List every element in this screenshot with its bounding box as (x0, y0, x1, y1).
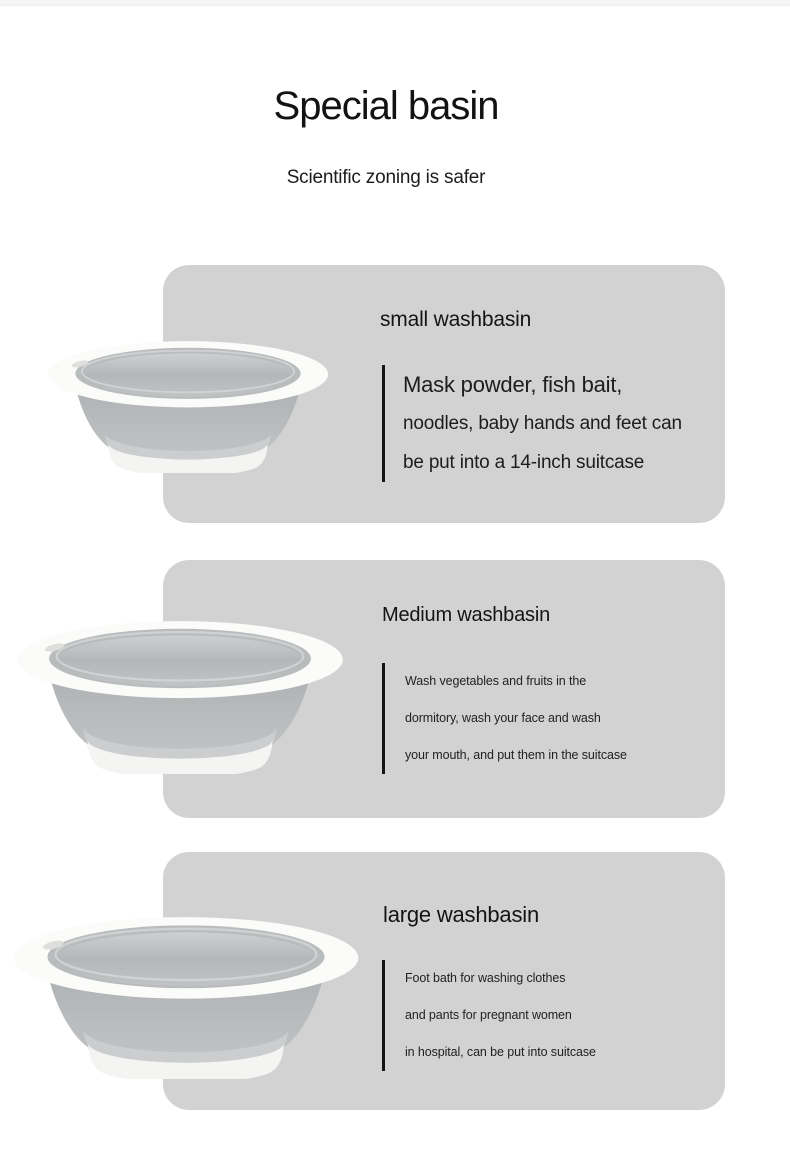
description-line: and pants for pregnant women (405, 1008, 572, 1022)
card-heading: large washbasin (383, 902, 539, 927)
card-description (382, 365, 682, 482)
card-heading: Medium washbasin (382, 604, 550, 626)
description-line: Mask powder, fish bait, (403, 372, 623, 397)
description-line: be put into a 14-inch suitcase (403, 452, 645, 473)
card-description (382, 960, 596, 1071)
description-line: dormitory, wash your face and wash (405, 711, 601, 725)
card-description (382, 663, 627, 774)
description-line: in hospital, can be put into suitcase (405, 1045, 596, 1059)
page-title: Special basin (273, 84, 499, 128)
small-washbasin-image (46, 340, 330, 473)
description-line: Foot bath for washing clothes (405, 971, 566, 985)
description-line: Wash vegetables and fruits in the (405, 674, 587, 688)
page-subtitle: Scientific zoning is safer (286, 167, 486, 188)
description-line: your mouth, and put them in the suitcase (405, 748, 627, 762)
large-washbasin-image (11, 916, 361, 1079)
top-border (0, 0, 790, 6)
card-heading: small washbasin (380, 308, 532, 331)
description-line: noodles, baby hands and feet can (403, 413, 682, 434)
medium-washbasin-image (15, 620, 345, 774)
